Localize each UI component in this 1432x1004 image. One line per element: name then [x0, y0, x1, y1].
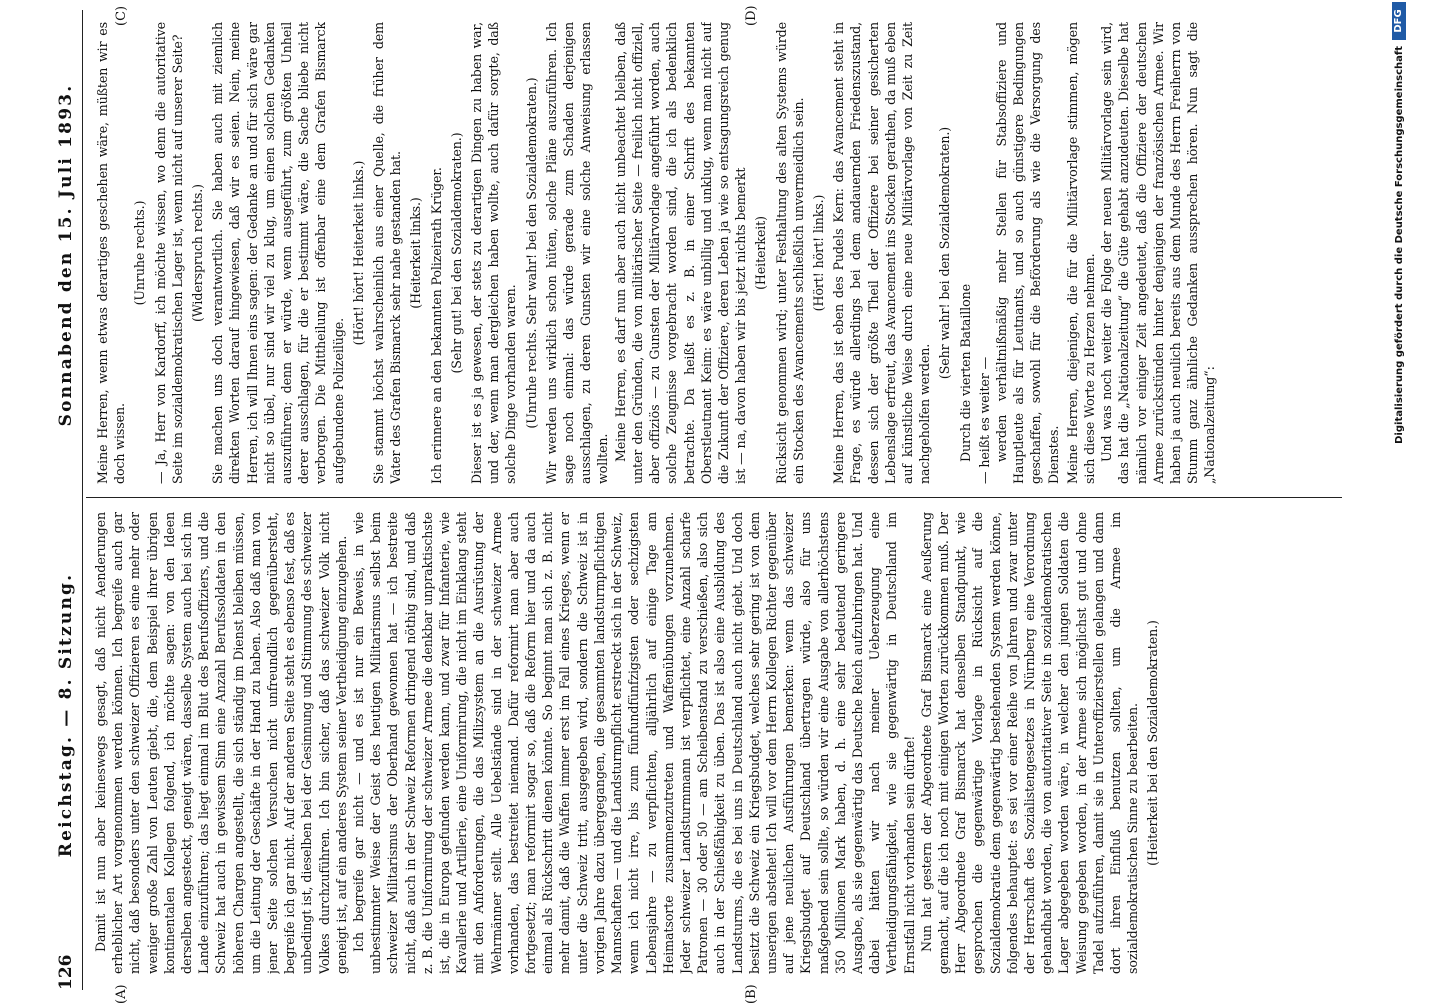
paragraph: Und was noch weiter die Folge der neuen Militärvorlage sein wird, das hat die „Nationalzeitung“ die Güte gehabt anzudeuten. Dieselbe hat nämlich vor einiger Zeit angedeutet, daß die Offiziere der deutschen Armee zurückstünden hinter denjenigen der französischen Armee. Wir haben ja auch neulich bereits aus dem Munde des Herrn Freiherrn von Stumm ganz ähnliche Gedanken aussprechen hören. Nun sagt die „Nationalzeitung“:: [1099, 22, 1218, 484]
interjection: (Hört! hört! Heiterkeit links.): [350, 160, 366, 346]
paragraph: Dieser ist es ja gewesen, der stets zu derartigen Dingen zu haben war, und der, wenn man dergleichen haben wollte, auch dafür sorgte, daß solche Dinge vorhanden waren.: [469, 22, 519, 484]
paragraph: Ich erinnere an den bekannten Polizeirath Krüger.: [428, 167, 444, 484]
margin-marker-c: (C): [114, 5, 129, 26]
margin-marker-b: (B): [744, 984, 759, 1004]
margin-marker-d: (D): [744, 5, 759, 26]
interjection: (Unruhe rechts.): [132, 200, 148, 306]
paragraph: Sie machen uns doch verantwortlich. Sie haben auch mit ziemlich direkten Worten darauf hingewiesen, daß wir es seien. Nein, meine Herren, ich will Ihnen eins sagen: der Gedanke an und für sich wäre gar nicht so übel, nur sind wir viel zu klug, um einen solchen Gedanken auszuführen; denn er würde, wenn ausgeführt, zum größten Unheil derer ausschlagen, für die er bestimmt wäre, die Sache bliebe nicht verborgen. Die Mittheilung ist offenbar eine dem Grafen Bismarck aufgebundene Polizeilüge.: [210, 22, 346, 484]
interjection: (Sehr wahr! bei den Sozialdemokraten.): [937, 126, 953, 380]
page-header: [56, 10, 82, 990]
left-column: [92, 512, 1342, 974]
paragraph: — heißt es weiter —: [976, 356, 992, 484]
paragraph: Meine Herren, wenn etwas derartiges geschehen wäre, müßten wir es doch wissen.: [95, 22, 128, 484]
page-number: 126: [56, 954, 76, 990]
paragraph: Meine Herren, es darf nun aber auch nicht unbeachtet bleiben, daß unter den Gründen, die von militärischer Seite — freilich nicht offiziell, aber offiziös — zu Gunsten der Militärvorlage angeführt worden, auch solche Zeugnisse vorgebracht worden sind, die ich als bedenklich betrachte. Da heißt es z. B. in einer Schrift des bekannten Oberstleutnant Keim: es wäre unbillig und unklug, wenn man nicht auf die Zukunft der Offiziere, deren Leben ja wie so entsagungsreich genug ist — na, davon haben wir bis jetzt nichts bemerkt: [612, 22, 749, 484]
interjection: (Hört! hört! links.): [810, 194, 826, 312]
paragraph: Sie stammt höchst wahrscheinlich aus einer Quelle, die früher dem Vater des Grafen Bismarck sehr nahe gestanden hat.: [371, 22, 404, 484]
column-divider: [86, 497, 1342, 498]
interjection: (Heiterkeit bei den Sozialdemokraten.): [1145, 620, 1161, 866]
paragraph: Meine Herren, das ist eben des Pudels Kern: das Avancement steht in Frage, es würde allerdings bei dem andauernden Friedenszustand, dessen sich der größte Theil der Offiziere bei seiner gesicherten Lebenslage erfreut, das Avancement ins Stocken gerathen, da muß eben auf künstliche Weise durch eine neue Militärvorlage von Zeit zu Zeit nachgeholfen werden.: [831, 22, 933, 484]
paragraph: Meine Herren, diejenigen, die für die Militärvorlage stimmen, mögen sich diese Worte zu Herzen nehmen.: [1064, 22, 1097, 484]
interjection: (Unruhe rechts. Sehr wahr! bei den Sozialdemokraten.): [523, 77, 539, 429]
running-title-right: Sonnabend den 15. Juli 1893.: [56, 83, 76, 427]
running-title-left: Reichstag. — 8. Sitzung.: [56, 572, 76, 858]
margin-marker-a: (A): [114, 984, 129, 1004]
paragraph: — Ja, Herr von Kardorff, ich möchte wissen, wo denn die autoritative Seite im sozialdemokratischen Lager ist, wenn nicht auf unserer Seite?: [152, 22, 185, 484]
paragraph: Durch die vierten Bataillone: [957, 284, 973, 462]
document-page: [52, 5, 1352, 1004]
paragraph: Wir werden uns wirklich schon hüten, solche Pläne auszuführen. Ich sage noch einmal: das würde gerade zum Schaden derjenigen ausschlagen, zu deren Gunsten wir eine solche Anweisung erlassen wollten.: [543, 22, 611, 484]
credit-text: Digitalisierung gefördert durch die Deutsche Forschungsgemeinschaft: [1394, 46, 1405, 444]
paragraph: werden verhältnißmäßig mehr Stellen für Stabsoffiziere und Hauptleute als für Leutnants, und so auch günstigere Bedingungen geschaffen, sowohl für die Beförderung als wie die Versorgung des Dienstes.: [993, 22, 1061, 484]
digitization-credit: [1388, 0, 1412, 1000]
right-column: [92, 22, 1342, 484]
dfg-logo: DFG: [1392, 2, 1406, 40]
paragraph: Rücksicht genommen wird; unter Festhaltung des alten Systems würde ein Stocken des Avancements schließlich unvermeidlich sein.: [773, 22, 806, 484]
paragraph: Damit ist nun aber keineswegs gesagt, daß nicht Aenderungen erheblicher Art vorgenommen werden können. Ich begreife auch gar nicht, daß besonders unter den schweizer Offizieren es eine mehr oder weniger große Zahl von Leuten giebt, die, dem Beispiel ihrer übrigen kontinentalen Kollegen folgend, ich möchte sagen: von den Ideen derselben angesteckt, geneigt wären, dasselbe System auch bei sich im Lande einzuführen; das liegt einmal im Blut des Berufsoffiziers, und die Schweiz hat auch in gewissem Sinn eine Anzahl Berufssoldaten in den höheren Chargen angestellt, die sich ständig im Dienst bleiben müssen, um die Leitung der Geschäfte in der Hand zu haben. Also daß man von jener Seite solchen Versuchen nicht unfreundlich gegenübersteht, begreife ich gar nicht. Auf der anderen Seite steht es ebenso fest, daß es unbedingt ist, dieselben bei der Gesinnung und Stimmung des schweizer Volkes durchzuführen. Ich bin sicher, daß das schweizer Volk nicht geneigt ist, auf ein anderes System seiner Vertheidigung einzugehen.: [93, 512, 349, 974]
paragraph: Nun hat gestern der Abgeordnete Graf Bismarck eine Aeußerung gemacht, auf die ich noch mit einigen Worten zurückkommen muß. Der Herr Abgeordnete Graf Bismarck hat denselben Standpunkt, wie gesprochen die gegenwärtige Vorlage in Rücksicht auf die Sozialdemokratie dem gegenwärtig bestehenden System werden könne, folgendes behauptet: es sei vor einer Reihe von Jahren und zwar unter der Herrschaft des Sozialistengesetzes in Nürnberg eine Verordnung gehandhabt worden, die von autoritativer Seite in sozialdemokratischen Lager abgegeben worden wäre, in welcher den jungen Soldaten die Weisung gegeben worden, in der Armee sich möglichst gut und ohne Tadel aufzuführen, damit sie in Unteroffizierstellen gelangen und dann dort ihren Einfluß benutzen sollten, um die Armee im sozialdemokratischen Sinne zu bearbeiten.: [918, 512, 1141, 974]
header-rule: [82, 10, 83, 990]
interjection: (Heiterkeit links.): [408, 197, 424, 309]
interjection: (Sehr gut! bei den Sozialdemokraten.): [448, 132, 464, 374]
paragraph: Ich begreife gar nicht — und es ist nur ein Beweis, in wie unbestimmter Weise der Geist des heutigen Militarismus selbst beim schweizer Militarismus der Oberhand gewonnen hat — ich bestreite nicht, daß auch in der Schweiz Reformen dringend nöthig sind, und daß z. B. die Uniformirung der schweizer Armee die denkbar unpraktischste ist, die in Europa gefunden werden kann, und zwar für Infanterie, wie Kavallerie und Artillerie, eine Uniformirung, die nicht im Einklang steht mit den Anforderungen, die das Milizsystem an die Ausrüstung der Wehrmänner stellt. Alle Uebelstände sind in der schweizer Armee vorhanden, das bestreitet niemand. Dafür reformirt man aber auch fortgesetzt; man reformirt sogar so, daß die Reform hier und da auch einmal als Rückschritt dienen könnte. So beginnt man sich z. B. nicht mehr damit, daß die Waffen immer erst im Fall eines Krieges, wenn er unter die Schweiz tritt, ausgegeben wird, sondern die Schweiz ist in vorigen Jahre dazu übergegangen, die gesammten landsturmpflichtigen Mannschaften — und die Landsturmpflicht erstreckt sich in der Schweiz, wenn ich nicht irre, bis zum fünfundfünfzigsten oder sechzigsten Lebensjahre — zu verpflichten, alljährlich auf einige Tage am Heimatsorte zusammenzutreten und Waffenübungen vorzunehmen. Jeder schweizer Landsturmmann ist verpflichtet, eine Anzahl scharfe Patronen — 30 oder 50 — am Scheibenstand zu verschießen, also sich auch in der Schießfähigkeit zu üben. Das ist also eine Ausbildung des Landsturms, die es bei uns in Deutschland auch nicht giebt. Und doch besitzt die Schweiz ein Kriegsbudget, welches sehr gering ist von dem unserigen abstehet! Ich will vor dem Herrn Kollegen Richter gegenüber auf jene neulichen Ausführungen bemerken: wenn das schweizer Kriegsbudget auf Deutschland übertragen würde, also für uns maßgebend sein sollte, so würden wir eine Ausgabe von allerhöchstens 350 Millionen Mark haben, d. h. eine sehr bedeutend geringere Ausgabe, als sie gegenwärtig das Deutsche Reich aufzubringen hat. Und dabei hätten wir nach meiner Ueberzeugung eine Vertheidigungsfähigkeit, wie sie gegenwärtig in Deutschland im Ernstfall nicht vorhanden sein dürfte!: [351, 512, 917, 974]
interjection: (Widerspruch rechts.): [190, 184, 206, 322]
interjection: (Heiterkeit): [753, 216, 769, 290]
